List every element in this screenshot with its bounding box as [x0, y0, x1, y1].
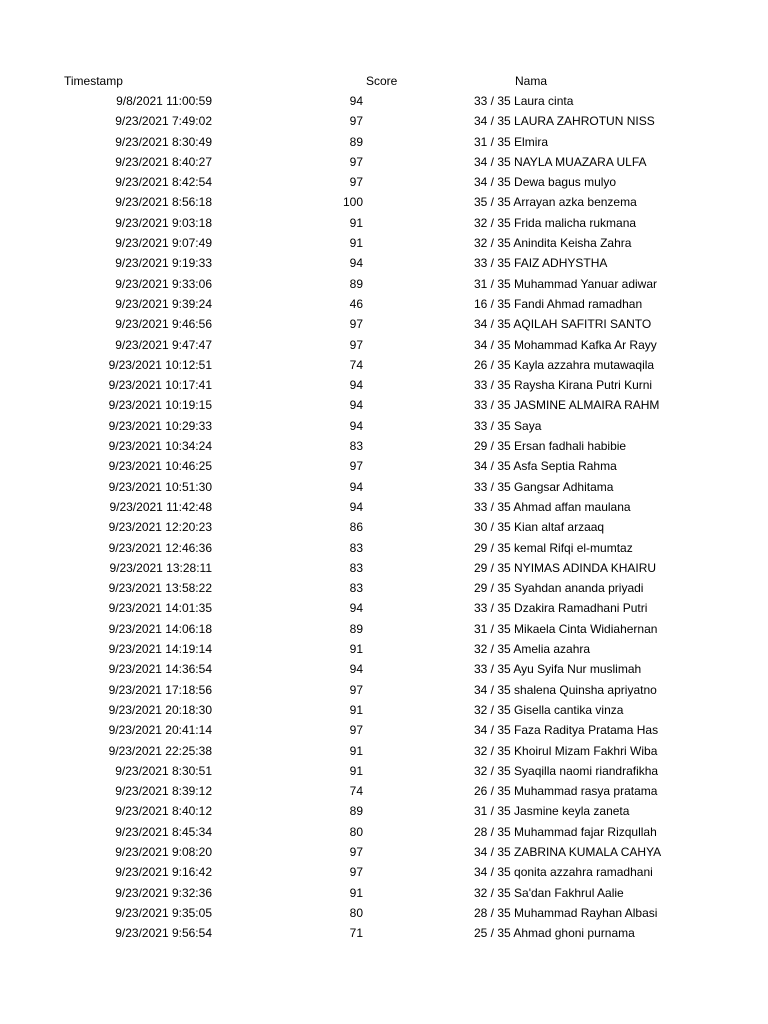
score-cell: 94 — [349, 94, 363, 108]
timestamp-cell: 9/23/2021 10:34:24 — [108, 439, 212, 454]
nama-cell: 33 / 35 Gangsar Adhitama — [474, 479, 614, 494]
table-row — [0, 295, 768, 315]
nama-cell: 31 / 35 Elmira — [474, 134, 549, 149]
timestamp-cell: 9/23/2021 9:39:24 — [115, 296, 212, 311]
score-cell: 97 — [349, 844, 363, 859]
timestamp-header: Timestamp — [64, 74, 123, 88]
table-row — [0, 275, 768, 295]
nama-cell: 30 / 35 Kian altaf arzaaq — [474, 520, 605, 535]
table-row — [0, 660, 768, 680]
timestamp-cell: 9/23/2021 10:29:33 — [108, 418, 212, 433]
score-cell: 91 — [349, 236, 363, 251]
timestamp-cell: 9/23/2021 13:28:11 — [109, 560, 212, 575]
table-row — [0, 478, 768, 498]
table-row — [0, 681, 768, 701]
table-row — [0, 599, 768, 619]
score-cell: 100 — [342, 195, 363, 210]
nama-cell: 34 / 35 shalena Quinsha apriyatno — [474, 682, 657, 697]
score-cell: 97 — [349, 154, 363, 169]
score-header: Score — [366, 74, 398, 88]
score-cell: 97 — [349, 317, 363, 332]
score-cell: 91 — [349, 642, 363, 657]
score-cell: 89 — [349, 134, 363, 149]
nama-cell: 34 / 35 LAURA ZAHROTUN NISS — [474, 114, 655, 129]
timestamp-cell: 9/23/2021 10:46:25 — [108, 459, 212, 474]
score-cell: 83 — [349, 581, 363, 596]
table-row — [0, 193, 768, 213]
nama-cell: 34 / 35 Dewa bagus mulyo — [474, 175, 617, 190]
table-row — [0, 356, 768, 376]
table-row — [0, 153, 768, 173]
score-cell: 97 — [349, 337, 363, 352]
table-row — [0, 336, 768, 356]
table-row — [0, 620, 768, 640]
score-cell: 89 — [349, 804, 363, 819]
timestamp-cell: 9/23/2021 9:16:42 — [115, 865, 212, 880]
timestamp-cell: 9/23/2021 10:51:30 — [108, 479, 212, 494]
table-row — [0, 640, 768, 660]
table-row — [0, 924, 768, 944]
timestamp-cell: 9/23/2021 10:19:15 — [108, 398, 212, 413]
table-row — [0, 234, 768, 254]
timestamp-cell: 9/23/2021 9:47:47 — [115, 337, 212, 352]
score-cell: 74 — [349, 784, 363, 799]
table-row — [0, 254, 768, 274]
nama-cell: 26 / 35 Kayla azzahra mutawaqila — [474, 357, 655, 372]
table-row — [0, 863, 768, 883]
table-row — [0, 762, 768, 782]
nama-cell: 34 / 35 AQILAH SAFITRI SANTO — [474, 317, 652, 332]
table-row — [0, 112, 768, 132]
timestamp-cell: 9/23/2021 9:07:49 — [115, 236, 212, 251]
table-row — [0, 518, 768, 538]
timestamp-cell: 9/23/2021 8:42:54 — [115, 175, 212, 190]
table-row — [0, 417, 768, 437]
table-row — [0, 843, 768, 863]
timestamp-cell: 9/23/2021 9:08:20 — [115, 844, 212, 859]
timestamp-cell: 9/23/2021 20:41:14 — [108, 723, 212, 738]
nama-cell: 25 / 35 Ahmad ghoni purnama — [474, 926, 635, 941]
table-row — [0, 92, 768, 112]
score-cell: 94 — [349, 398, 363, 413]
timestamp-cell: 9/23/2021 14:06:18 — [108, 621, 212, 636]
timestamp-cell: 9/23/2021 20:18:30 — [108, 702, 212, 717]
table-row — [0, 579, 768, 599]
table-row — [0, 376, 768, 396]
score-cell: 94 — [349, 662, 363, 677]
nama-cell: 33 / 35 Ahmad affan maulana — [474, 499, 631, 514]
timestamp-cell: 9/23/2021 8:39:12 — [115, 784, 212, 799]
timestamp-cell: 9/23/2021 9:33:06 — [115, 276, 212, 291]
nama-cell: 32 / 35 Amelia azahra — [474, 642, 591, 657]
nama-cell: 29 / 35 Syahdan ananda priyadi — [474, 581, 644, 596]
table-row — [0, 884, 768, 904]
nama-cell: 33 / 35 Ayu Syifa Nur muslimah — [474, 662, 642, 677]
score-cell: 94 — [349, 499, 363, 514]
score-cell: 94 — [349, 418, 363, 433]
nama-cell: 33 / 35 FAIZ ADHYSTHA — [474, 256, 608, 271]
table-row — [0, 823, 768, 843]
nama-cell: 29 / 35 kemal Rifqi el-mumtaz — [474, 540, 633, 555]
timestamp-cell: 9/23/2021 8:40:12 — [115, 804, 212, 819]
table-row — [0, 498, 768, 518]
score-cell: 91 — [349, 702, 363, 717]
timestamp-cell: 9/23/2021 14:19:14 — [108, 642, 212, 657]
timestamp-cell: 9/23/2021 10:17:41 — [108, 378, 212, 393]
score-cell: 83 — [349, 560, 363, 575]
nama-cell: 33 / 35 Dzakira Ramadhani Putri — [474, 601, 648, 616]
table-row — [0, 457, 768, 477]
table-row — [0, 396, 768, 416]
table-row — [0, 539, 768, 559]
nama-cell: 34 / 35 NAYLA MUAZARA ULFA — [474, 154, 647, 169]
timestamp-cell: 9/23/2021 7:49:02 — [115, 114, 212, 129]
timestamp-cell: 9/23/2021 8:45:34 — [115, 824, 212, 839]
timestamp-cell: 9/23/2021 11:42:48 — [109, 499, 212, 514]
nama-cell: 29 / 35 NYIMAS ADINDA KHAIRU — [474, 560, 657, 575]
table-row — [0, 742, 768, 762]
timestamp-cell: 9/23/2021 13:58:22 — [108, 581, 212, 596]
table-row — [0, 315, 768, 335]
timestamp-cell: 9/23/2021 9:19:33 — [115, 256, 212, 271]
nama-cell: 34 / 35 Mohammad Kafka Ar Rayy — [474, 337, 657, 352]
score-cell: 97 — [349, 114, 363, 129]
table-row — [0, 802, 768, 822]
nama-cell: 28 / 35 Muhammad Rayhan Albasi — [474, 905, 658, 920]
nama-cell: 34 / 35 Asfa Septia Rahma — [474, 459, 617, 474]
timestamp-cell: 9/23/2021 22:25:38 — [108, 743, 212, 758]
timestamp-cell: 9/23/2021 14:01:35 — [108, 601, 212, 616]
score-cell: 94 — [349, 479, 363, 494]
spreadsheet — [0, 72, 768, 944]
score-cell: 80 — [349, 905, 363, 920]
score-cell: 83 — [349, 540, 363, 555]
timestamp-cell: 9/23/2021 9:56:54 — [115, 926, 212, 941]
score-cell: 89 — [349, 276, 363, 291]
nama-cell: 33 / 35 Saya — [474, 418, 542, 433]
nama-cell: 33 / 35 Laura cinta — [474, 94, 574, 108]
nama-cell: 26 / 35 Muhammad rasya pratama — [474, 784, 658, 799]
table-row — [0, 559, 768, 579]
nama-cell: 32 / 35 Sa'dan Fakhrul Aalie — [474, 885, 624, 900]
score-cell: 86 — [349, 520, 363, 535]
timestamp-cell: 9/23/2021 9:32:36 — [115, 885, 212, 900]
timestamp-cell: 9/23/2021 8:30:49 — [115, 134, 212, 149]
timestamp-cell: 9/23/2021 10:12:51 — [108, 357, 212, 372]
nama-cell: 33 / 35 Raysha Kirana Putri Kurni — [474, 378, 653, 393]
score-cell: 97 — [349, 682, 363, 697]
score-cell: 83 — [349, 439, 363, 454]
table-row — [0, 782, 768, 802]
table-row — [0, 721, 768, 741]
nama-cell: 16 / 35 Fandi Ahmad ramadhan — [474, 296, 643, 311]
nama-cell: 34 / 35 Faza Raditya Pratama Has — [474, 723, 659, 738]
table-row — [0, 133, 768, 153]
timestamp-cell: 9/23/2021 12:46:36 — [108, 540, 212, 555]
nama-cell: 31 / 35 Jasmine keyla zaneta — [474, 804, 630, 819]
nama-cell: 28 / 35 Muhammad fajar Rizqullah — [474, 824, 657, 839]
score-cell: 91 — [349, 743, 363, 758]
timestamp-cell: 9/23/2021 9:35:05 — [115, 905, 212, 920]
timestamp-cell: 9/23/2021 9:46:56 — [115, 317, 212, 332]
nama-cell: 34 / 35 qonita azzahra ramadhani — [474, 865, 653, 880]
timestamp-cell: 9/23/2021 8:30:51 — [115, 763, 212, 778]
score-cell: 97 — [349, 723, 363, 738]
table-row — [0, 437, 768, 457]
timestamp-cell: 9/23/2021 9:03:18 — [115, 215, 212, 230]
header-row — [0, 72, 768, 92]
nama-cell: 33 / 35 JASMINE ALMAIRA RAHM — [474, 398, 660, 413]
score-cell: 97 — [349, 459, 363, 474]
timestamp-cell: 9/23/2021 12:20:23 — [108, 520, 212, 535]
nama-cell: 32 / 35 Khoirul Mizam Fakhri Wiba — [474, 743, 658, 758]
nama-header: Nama — [515, 74, 548, 88]
nama-cell: 31 / 35 Mikaela Cinta Widiahernan — [474, 621, 658, 636]
score-cell: 74 — [349, 357, 363, 372]
score-cell: 91 — [349, 885, 363, 900]
score-cell: 91 — [349, 763, 363, 778]
score-cell: 89 — [349, 621, 363, 636]
nama-cell: 32 / 35 Gisella cantika vinza — [474, 702, 624, 717]
score-cell: 46 — [349, 296, 363, 311]
timestamp-cell: 9/8/2021 11:00:59 — [116, 94, 212, 108]
score-cell: 94 — [349, 378, 363, 393]
score-cell: 94 — [349, 256, 363, 271]
table-row — [0, 701, 768, 721]
table-row — [0, 904, 768, 924]
timestamp-cell: 9/23/2021 8:56:18 — [115, 195, 212, 210]
table-row — [0, 214, 768, 234]
timestamp-cell: 9/23/2021 17:18:56 — [108, 682, 212, 697]
timestamp-cell: 9/23/2021 8:40:27 — [115, 154, 212, 169]
score-cell: 97 — [349, 175, 363, 190]
score-cell: 94 — [349, 601, 363, 616]
table-body — [0, 92, 768, 944]
nama-cell: 34 / 35 ZABRINA KUMALA CAHYA — [474, 844, 662, 859]
nama-cell: 29 / 35 Ersan fadhali habibie — [474, 439, 627, 454]
nama-cell: 32 / 35 Anindita Keisha Zahra — [474, 236, 632, 251]
score-cell: 71 — [349, 926, 363, 941]
nama-cell: 35 / 35 Arrayan azka benzema — [474, 195, 637, 210]
score-cell: 80 — [349, 824, 363, 839]
table-row — [0, 173, 768, 193]
score-cell: 97 — [349, 865, 363, 880]
score-cell: 91 — [349, 215, 363, 230]
nama-cell: 31 / 35 Muhammad Yanuar adiwar — [474, 276, 657, 291]
timestamp-cell: 9/23/2021 14:36:54 — [108, 662, 212, 677]
nama-cell: 32 / 35 Syaqilla naomi riandrafikha — [474, 763, 659, 778]
nama-cell: 32 / 35 Frida malicha rukmana — [474, 215, 637, 230]
